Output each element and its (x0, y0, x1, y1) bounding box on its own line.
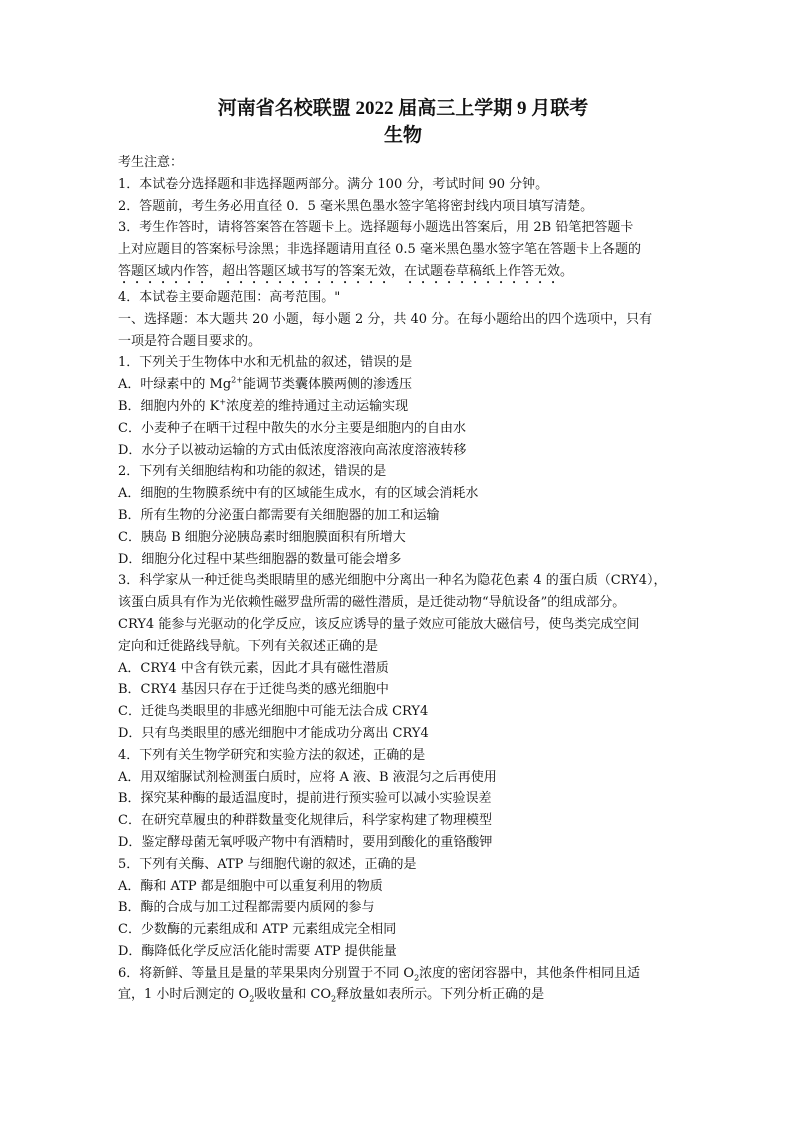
q5-stem: 5．下列有关酶、ATP 与细胞代谢的叙述，正确的是 (118, 856, 417, 872)
q1-option-d: D．水分子以被动运输的方式由低浓度溶液向高浓度溶液转移 (118, 442, 467, 458)
q4-stem: 4．下列有关生物学研究和实验方法的叙述，正确的是 (118, 747, 426, 763)
notice-item-3-cont: 上对应题目的答案标号涂黑；非选择题请用直径 0.5 毫米黑色墨水签字笔在答题卡上各题的 (118, 242, 641, 258)
q2-option-a: A．细胞的生物膜系统中有的区域能生成水，有的区域会消耗水 (118, 486, 479, 502)
q2-option-b: B．所有生物的分泌蛋白都需要有关细胞器的加工和运输 (118, 507, 440, 523)
q5-option-d: D．酶降低化学反应活化能时需要 ATP 提供能量 (118, 943, 397, 959)
q3-stem-line-1: 3．科学家从一种迁徙鸟类眼睛里的感光细胞中分离出一种名为隐花色素 4 的蛋白质（CRY4）， (118, 573, 667, 589)
q2-option-c: C．胰岛 B 细胞分泌胰岛素时细胞膜面积有所增大 (118, 529, 406, 545)
exam-subject: 生物 (383, 125, 422, 146)
q3-option-d: D．只有鸟类眼里的感光细胞中才能成功分离出 CRY4 (118, 725, 429, 741)
q4-option-a: A．用双缩脲试剂检测蛋白质时，应将 A 液、B 液混匀之后再使用 (118, 769, 497, 785)
q4-option-b: B．探究某种酶的最适温度时，提前进行预实验可以减小实验误差 (118, 791, 492, 807)
q4-option-d: D．鉴定酵母菌无氧呼吸产物中有酒精时，要用到酸化的重铬酸钾 (118, 834, 493, 850)
q3-stem-line-3: CRY4 能参与光驱动的化学反应，该反应诱导的量子效应可能放大磁信号，使鸟类完成空间 (118, 616, 640, 632)
q1-option-c: C．小麦种子在晒干过程中散失的水分主要是细胞内的自由水 (118, 420, 466, 436)
q6-stem-line-1: 6．将新鲜、等量且是量的苹果果肉分别置于不同 $O_2$浓度的密闭容器中，其他条件相同且适 (118, 965, 641, 983)
section-heading: 一、选择题：本大题共 20 小题，每小题 2 分，共 40 分。在每小题给出的四个选项中，只有 (118, 311, 653, 327)
q5-option-c: C．少数酶的元素组成和 ATP 元素组成完全相同 (118, 922, 397, 938)
notice-heading: 考生注意： (118, 155, 184, 170)
notice-item-4: 4．本试卷主要命题范围：高考范围。" (118, 289, 341, 305)
section-heading-cont: 一项是符合题目要求的。 (118, 333, 262, 349)
q1-option-b: B．细胞内外的 K+浓度差的维持通过主动运输实现 (118, 397, 409, 414)
notice-item-3: 3．考生作答时，请将答案答在答题卡上。选择题每小题选出答案后，用 2B 铅笔把答题卡 (118, 220, 634, 236)
q3-stem-line-4: 定向和迁徙路线导航。下列有关叙述正确的是 (118, 638, 379, 654)
q4-option-c: C．在研究草履虫的种群数量变化规律后，科学家构建了物理模型 (118, 813, 492, 829)
q2-stem: 2．下列有关细胞结构和功能的叙述，错误的是 (118, 464, 387, 480)
q5-option-b: B．酶的合成与加工过程都需要内质网的参与 (118, 900, 375, 916)
exam-title: 河南省名校联盟 2022 届高三上学期 9 月联考 (217, 98, 589, 119)
notice-item-3-cont-emphasis: 答题区域内作答，超出答题区域书写的答案无效，在试题卷草稿纸上作答无效。 (118, 263, 574, 279)
notice-item-1: 1．本试卷分选择题和非选择题两部分。满分 100 分，考试时间 90 分钟。 (118, 176, 549, 192)
q2-option-d: D．细胞分化过程中某些细胞器的数量可能会增多 (118, 551, 402, 567)
q3-option-c: C．迁徙鸟类眼里的非感光细胞中可能无法合成 CRY4 (118, 704, 429, 720)
q3-option-b: B．CRY4 基因只存在于迁徙鸟类的感光细胞中 (118, 682, 389, 698)
exam-page (118, 96, 688, 1006)
q1-option-a: A．叶绿素中的 $Mg^{2+}$能调节类囊体膜两侧的渗透压 (118, 375, 412, 393)
q5-option-a: A．酶和 ATP 都是细胞中可以重复利用的物质 (118, 878, 383, 894)
q1-stem: 1．下列关于生物体中水和无机盐的叙述，错误的是 (118, 355, 413, 371)
notice-item-2: 2．答题前，考生务必用直径 0．5 毫米黑色墨水签字笔将密封线内项目填写清楚。 (118, 198, 594, 214)
q6-stem-line-2: 宜，1 小时后测定的 $O_2$吸收量和 $CO_2$释放量如表所示。下列分析正确的是 (118, 987, 545, 1005)
q3-stem-line-2: 该蛋白质具有作为光依赖性磁罗盘所需的磁性潜质，是迁徙动物“导航设备”的组成部分。 (118, 595, 626, 611)
q3-option-a: A．CRY4 中含有铁元素，因此才具有磁性潜质 (118, 660, 389, 676)
